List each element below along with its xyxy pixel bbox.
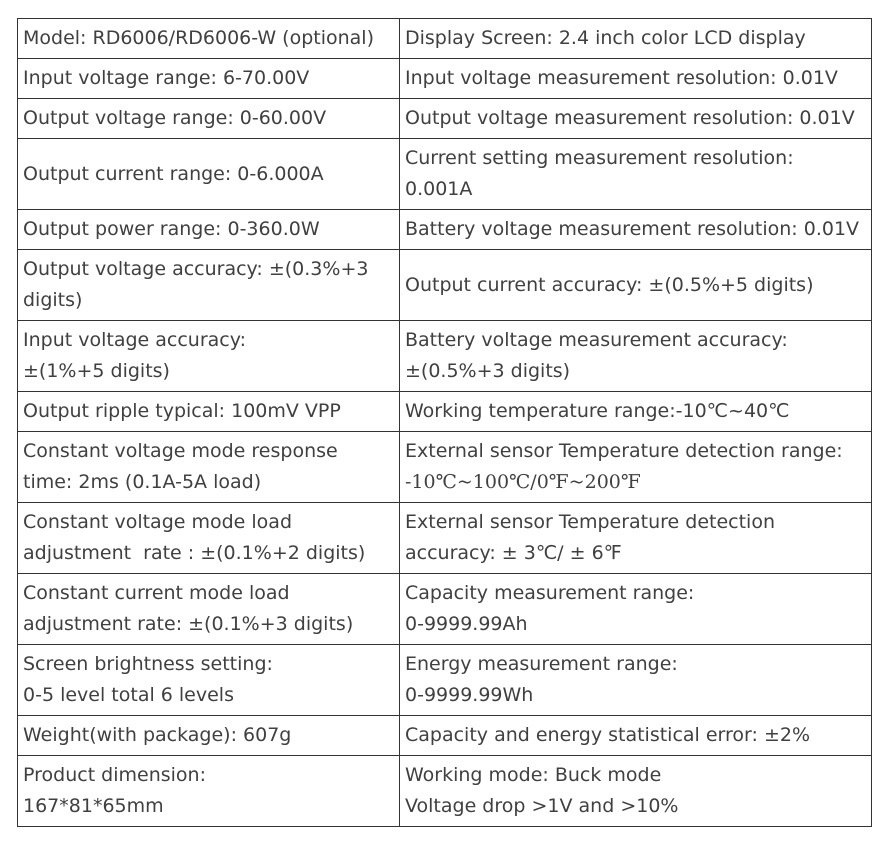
cell-text-line: 0-9999.99Ah — [405, 613, 528, 635]
cell-text-line: ±(1%+5 digits) — [23, 360, 170, 382]
cell-text-line: Output voltage accuracy: ±(0.3%+3 — [23, 258, 369, 280]
spec-cell-cv-load-adjustment — [18, 503, 400, 574]
cell-text-line: Input voltage range: 6-70.00V — [23, 67, 310, 89]
table-row — [18, 59, 872, 99]
spec-cell-output-ripple — [18, 392, 400, 432]
cell-text-line: Display Screen: 2.4 inch color LCD display — [405, 27, 806, 49]
spec-cell-model — [18, 19, 400, 59]
cell-text-line: Constant current mode load — [23, 582, 290, 604]
table-row — [18, 99, 872, 139]
table-row — [18, 19, 872, 59]
cell-text-line: -10℃~100℃/0℉~200℉ — [405, 471, 641, 493]
spec-cell-current-setting-resolution — [400, 139, 872, 210]
cell-text-line: Output power range: 0-360.0W — [23, 218, 320, 240]
spec-cell-capacity-range — [400, 574, 872, 645]
cell-text-line: adjustment rate: ±(0.1%+3 digits) — [23, 613, 354, 635]
cell-text-line: External sensor Temperature detection range: — [405, 440, 843, 462]
cell-text-line: time: 2ms (0.1A-5A load) — [23, 471, 262, 493]
cell-text-line: External sensor Temperature detection — [405, 511, 775, 533]
spec-cell-product-dimension — [18, 756, 400, 827]
cell-text-line: Battery voltage measurement resolution: 0.01V — [405, 218, 860, 240]
spec-cell-external-sensor-range — [400, 432, 872, 503]
cell-text-line: adjustment rate : ±(0.1%+2 digits) — [23, 542, 366, 564]
spec-cell-output-voltage-resolution — [400, 99, 872, 139]
spec-cell-output-power-range — [18, 210, 400, 250]
cell-text-line: accuracy: ± 3℃/ ± 6℉ — [405, 542, 622, 564]
cell-text-line: digits) — [23, 289, 83, 311]
cell-text-line: Battery voltage measurement accuracy: — [405, 329, 788, 351]
cell-text-line: Constant voltage mode response — [23, 440, 338, 462]
cell-text-line: Working temperature range:-10℃~40℃ — [405, 400, 790, 422]
cell-text-line: Output voltage range: 0-60.00V — [23, 107, 327, 129]
cell-text-line: Output current accuracy: ±(0.5%+5 digits) — [405, 273, 814, 296]
table-row — [18, 756, 872, 827]
spec-cell-input-voltage-resolution — [400, 59, 872, 99]
spec-cell-battery-voltage-resolution — [400, 210, 872, 250]
spec-cell-working-mode — [400, 756, 872, 827]
cell-text-line: Input voltage accuracy: — [23, 329, 247, 351]
cell-text-line: Input voltage measurement resolution: 0.01V — [405, 67, 838, 89]
spec-cell-external-sensor-accuracy — [400, 503, 872, 574]
cell-text-line: 0-9999.99Wh — [405, 684, 534, 706]
table-row — [18, 210, 872, 250]
cell-text-line: Current setting measurement resolution: — [405, 147, 794, 169]
table-row — [18, 716, 872, 756]
cell-text-line: Output current range: 0-6.000A — [23, 162, 324, 185]
spec-cell-screen-brightness — [18, 645, 400, 716]
cell-text-line: Output ripple typical: 100mV VPP — [23, 400, 341, 422]
cell-text-line: Energy measurement range: — [405, 653, 678, 675]
table-row — [18, 250, 872, 321]
spec-cell-battery-voltage-accuracy — [400, 321, 872, 392]
table-row — [18, 574, 872, 645]
spec-cell-statistical-error — [400, 716, 872, 756]
cell-text-line: Constant voltage mode load — [23, 511, 293, 533]
cell-text-line: Model: RD6006/RD6006-W (optional) — [23, 27, 374, 49]
table-row — [18, 392, 872, 432]
cell-text-line: Working mode: Buck mode — [405, 764, 662, 786]
cell-text-line: Weight(with package): 607g — [23, 724, 292, 746]
table-row — [18, 645, 872, 716]
spec-cell-working-temperature — [400, 392, 872, 432]
spec-cell-input-voltage-range — [18, 59, 400, 99]
spec-cell-output-current-accuracy — [400, 250, 872, 321]
cell-text-line: 167*81*65mm — [23, 795, 164, 817]
specifications-table — [17, 18, 872, 827]
spec-cell-cc-load-adjustment — [18, 574, 400, 645]
spec-cell-energy-range — [400, 645, 872, 716]
cell-text-line: Capacity measurement range: — [405, 582, 695, 604]
cell-text-line: Capacity and energy statistical error: ±2% — [405, 724, 811, 746]
table-row — [18, 321, 872, 392]
spec-cell-weight — [18, 716, 400, 756]
table-row — [18, 503, 872, 574]
spec-cell-output-voltage-range — [18, 99, 400, 139]
cell-text-line: Voltage drop >1V and >10% — [405, 795, 679, 817]
cell-text-line: Screen brightness setting: — [23, 653, 273, 675]
cell-text-line: 0.001A — [405, 178, 473, 200]
table-row — [18, 432, 872, 503]
spec-cell-output-current-range — [18, 139, 400, 210]
cell-text-line: Output voltage measurement resolution: 0.01V — [405, 107, 855, 129]
spec-cell-input-voltage-accuracy — [18, 321, 400, 392]
spec-cell-output-voltage-accuracy — [18, 250, 400, 321]
spec-cell-display-screen — [400, 19, 872, 59]
spec-cell-cv-response-time — [18, 432, 400, 503]
table-row — [18, 139, 872, 210]
cell-text-line: ±(0.5%+3 digits) — [405, 360, 571, 382]
cell-text-line: Product dimension: — [23, 764, 207, 786]
specifications-table-body — [18, 19, 872, 827]
cell-text-line: 0-5 level total 6 levels — [23, 684, 234, 706]
